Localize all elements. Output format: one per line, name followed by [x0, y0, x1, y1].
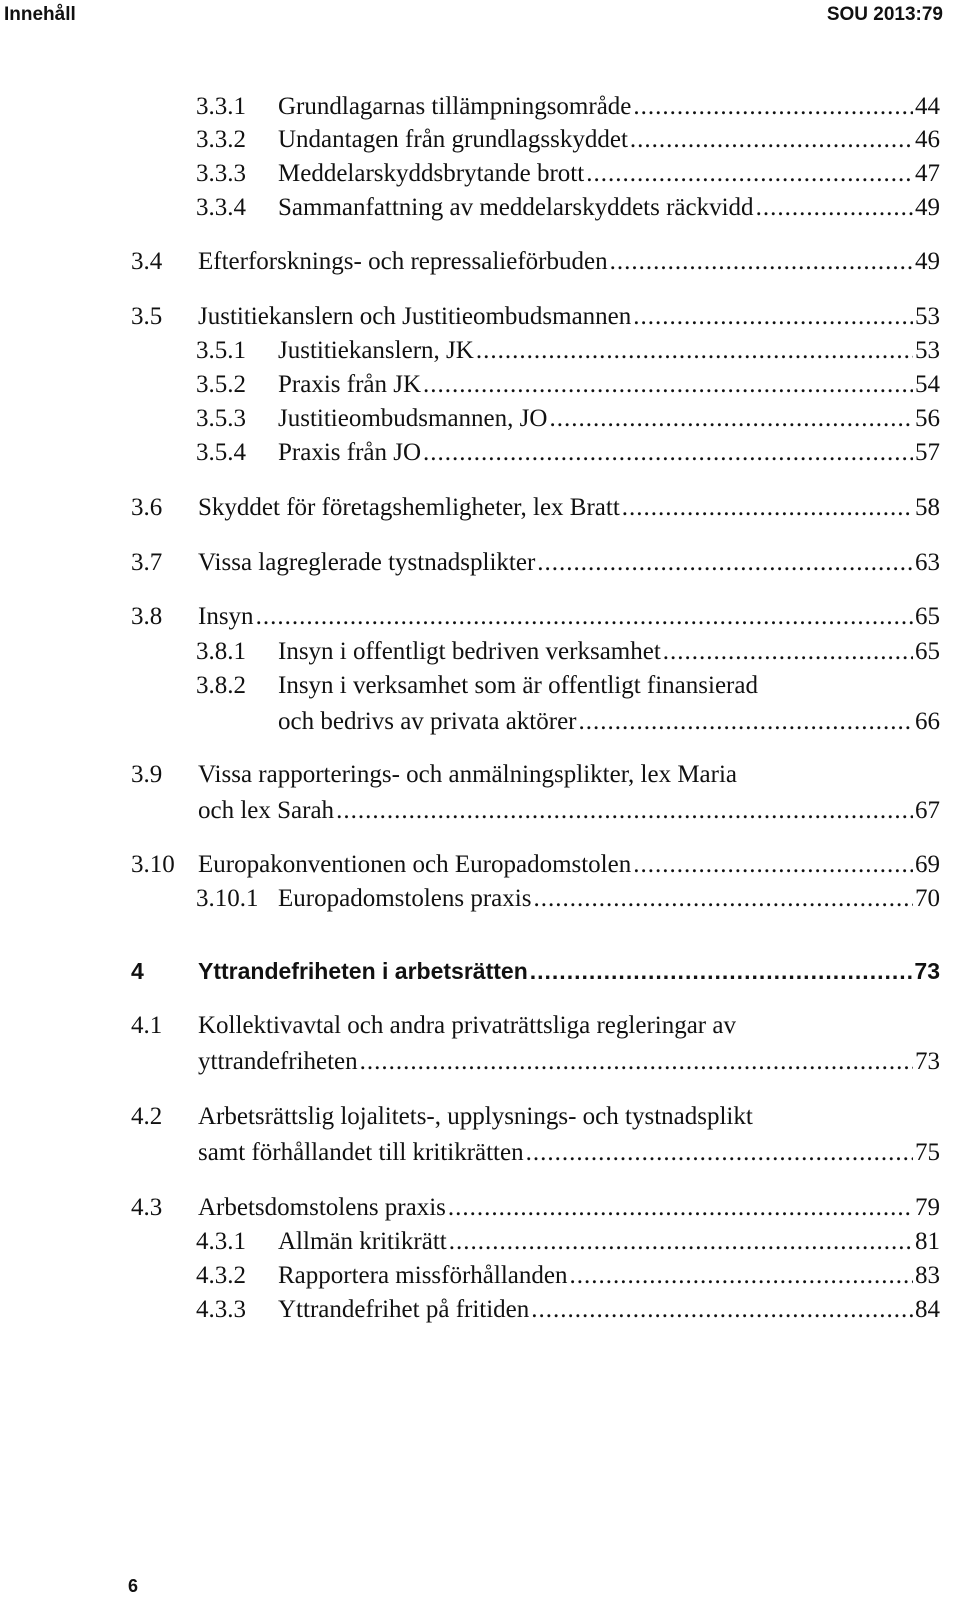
toc-leader-dots [530, 956, 913, 986]
toc-entry-number: 3.5.2 [196, 371, 246, 398]
toc-leader-dots [360, 1047, 913, 1077]
toc-leader-dots [633, 850, 913, 880]
toc-leader-dots [633, 302, 913, 332]
toc-entry-number: 4.3.1 [196, 1228, 246, 1255]
toc-entry[interactable] [196, 1227, 940, 1259]
toc-entry-page: 58 [915, 494, 940, 521]
running-header-document-id: SOU 2013:79 [826, 4, 943, 25]
toc-entry-number: 4.3 [131, 1194, 163, 1221]
toc-entry-page: 69 [915, 851, 940, 878]
toc-entry-title: Praxis från JK [278, 371, 422, 398]
toc-entry-number: 3.6 [131, 494, 163, 521]
toc-chapter-title: Yttrandefriheten i arbetsrätten [198, 958, 528, 984]
toc-leader-dots [423, 370, 913, 400]
toc-entry-title: Undantagen från grundlagsskyddet [278, 126, 628, 153]
toc-leader-dots [663, 637, 913, 667]
toc-entry-title-continued: och lex Sarah [198, 797, 335, 824]
toc-leader-dots [533, 884, 913, 914]
toc-leader-dots [256, 602, 913, 632]
toc-entry-page: 84 [915, 1296, 940, 1323]
toc-entry-title: Arbetsdomstolens praxis [198, 1194, 446, 1221]
toc-entry-title: Kollektivavtal och andra privaträttsliga regleringar av [198, 1012, 736, 1039]
toc-leader-dots [756, 193, 913, 223]
toc-entry-number: 3.9 [131, 761, 163, 788]
toc-entry-page: 47 [915, 160, 940, 187]
toc-entry-page: 46 [915, 126, 940, 153]
toc-entry-page: 49 [915, 248, 940, 275]
toc-entry-page: 81 [915, 1228, 940, 1255]
toc-entry[interactable] [131, 760, 940, 828]
toc-entry-title: Meddelarskyddsbrytande brott [278, 160, 585, 187]
toc-entry-page: 63 [915, 549, 940, 576]
toc-entry[interactable] [196, 438, 940, 470]
toc-leader-dots [526, 1138, 913, 1168]
toc-entry-number: 3.7 [131, 549, 163, 576]
toc-entry[interactable] [196, 92, 940, 124]
toc-entry[interactable] [131, 1011, 940, 1079]
toc-leader-dots [622, 493, 913, 523]
toc-entry-number: 3.8.1 [196, 638, 246, 665]
toc-entry-title: Arbetsrättslig lojalitets-, upplysnings- och tystnadsplikt [198, 1103, 753, 1130]
toc-entry[interactable] [131, 493, 940, 525]
toc-entry-number: 3.3.1 [196, 93, 246, 120]
toc-entry[interactable] [196, 404, 940, 436]
toc-entry-page: 75 [915, 1139, 940, 1166]
toc-entry-page: 83 [915, 1262, 940, 1289]
toc-leader-dots [570, 1261, 914, 1291]
toc-entry-number: 3.8.2 [196, 672, 246, 699]
toc-leader-dots [549, 404, 913, 434]
toc-entry-page: 79 [915, 1194, 940, 1221]
toc-entry-page: 57 [915, 439, 940, 466]
toc-entry[interactable] [196, 336, 940, 368]
toc-entry[interactable] [196, 125, 940, 157]
page-number: 6 [128, 1576, 139, 1596]
toc-chapter-entry[interactable] [131, 956, 940, 988]
toc-entry-title: Justitieombudsmannen, JO [278, 405, 548, 432]
toc-leader-dots [633, 92, 913, 122]
toc-entry[interactable] [131, 850, 940, 882]
toc-entry-page: 65 [915, 638, 940, 665]
toc-entry-title: Insyn i offentligt bedriven verksamhet [278, 638, 661, 665]
toc-leader-dots [586, 159, 913, 189]
toc-entry[interactable] [196, 671, 940, 739]
toc-entry-number: 3.3.4 [196, 194, 246, 221]
toc-leader-dots [448, 1193, 913, 1223]
toc-leader-dots [579, 707, 914, 737]
toc-entry[interactable] [131, 602, 940, 634]
toc-entry-page: 67 [915, 797, 940, 824]
toc-entry-number: 3.5.4 [196, 439, 246, 466]
toc-entry-number: 3.10.1 [196, 885, 259, 912]
toc-entry-page: 53 [915, 303, 940, 330]
toc-entry-title: Praxis från JO [278, 439, 422, 466]
toc-entry-page: 56 [915, 405, 940, 432]
toc-entry-title: Yttrandefrihet på fritiden [278, 1296, 530, 1323]
toc-entry-page: 53 [915, 337, 940, 364]
toc-entry-title: Europakonventionen och Europadomstolen [198, 851, 632, 878]
toc-entry-title: Justitiekanslern och Justitieombudsmannen [198, 303, 632, 330]
toc-entry-number: 3.5.1 [196, 337, 246, 364]
toc-entry[interactable] [196, 1261, 940, 1293]
toc-entry-title: Insyn [198, 603, 254, 630]
toc-entry-page: 70 [915, 885, 940, 912]
toc-leader-dots [531, 1295, 913, 1325]
toc-entry[interactable] [196, 159, 940, 191]
toc-leader-dots [630, 125, 913, 155]
toc-entry[interactable] [131, 1193, 940, 1225]
toc-entry[interactable] [196, 193, 940, 225]
toc-entry[interactable] [131, 1102, 940, 1170]
toc-entry-number: 3.8 [131, 603, 163, 630]
toc-entry-page: 54 [915, 371, 940, 398]
toc-entry[interactable] [131, 548, 940, 580]
toc-entry-number: 3.3.2 [196, 126, 246, 153]
toc-entry-number: 3.5 [131, 303, 163, 330]
toc-chapter-page: 73 [914, 958, 940, 984]
toc-entry-number: 3.3.3 [196, 160, 246, 187]
toc-entry-page: 73 [915, 1048, 940, 1075]
toc-entry-title: Rapportera missförhållanden [278, 1262, 568, 1289]
toc-leader-dots [423, 438, 913, 468]
toc-leader-dots [476, 336, 913, 366]
toc-entry-title: Skyddet för företagshemligheter, lex Bratt [198, 494, 620, 521]
toc-entry[interactable] [196, 884, 940, 916]
toc-entry-title: Europadomstolens praxis [278, 885, 532, 912]
toc-entry-number: 4.1 [131, 1012, 163, 1039]
toc-entry-number: 3.10 [131, 851, 175, 878]
toc-entry-title-continued: yttrandefriheten [198, 1048, 358, 1075]
toc-entry[interactable] [196, 370, 940, 402]
toc-entry[interactable] [196, 637, 940, 669]
toc-entry-title: Sammanfattning av meddelarskyddets räckvidd [278, 194, 754, 221]
toc-leader-dots [537, 548, 913, 578]
toc-entry-number: 3.5.3 [196, 405, 246, 432]
running-header-section: Innehåll [4, 4, 76, 25]
toc-chapter-number: 4 [131, 958, 144, 984]
toc-entry-number: 4.2 [131, 1103, 163, 1130]
toc-entry-page: 66 [915, 708, 940, 735]
toc-entry-title: Vissa rapporterings- och anmälningsplikter, lex Maria [198, 761, 738, 788]
toc-entry-page: 65 [915, 603, 940, 630]
toc-leader-dots [336, 796, 913, 826]
toc-entry-number: 4.3.2 [196, 1262, 246, 1289]
toc-entry-number: 3.4 [131, 248, 163, 275]
toc-entry-title: Efterforsknings- och repressalieförbuden [198, 248, 608, 275]
toc-entry-title-continued: och bedrivs av privata aktörer [278, 708, 577, 735]
toc-entry-title: Grundlagarnas tillämpningsområde [278, 93, 632, 120]
toc-entry-title: Allmän kritikrätt [278, 1228, 447, 1255]
toc-entry-page: 49 [915, 194, 940, 221]
toc-leader-dots [449, 1227, 913, 1257]
toc-entry-title: Insyn i verksamhet som är offentligt finansierad [278, 672, 758, 699]
toc-entry-page: 44 [915, 93, 940, 120]
toc-entry-title: Vissa lagreglerade tystnadsplikter [198, 549, 536, 576]
toc-entry-number: 4.3.3 [196, 1296, 246, 1323]
toc-leader-dots [610, 247, 913, 277]
toc-entry-title: Justitiekanslern, JK [278, 337, 474, 364]
toc-entry[interactable] [196, 1295, 940, 1327]
toc-entry-title-continued: samt förhållandet till kritikrätten [198, 1139, 524, 1166]
toc-entry[interactable] [131, 247, 940, 279]
toc-entry[interactable] [131, 302, 940, 334]
